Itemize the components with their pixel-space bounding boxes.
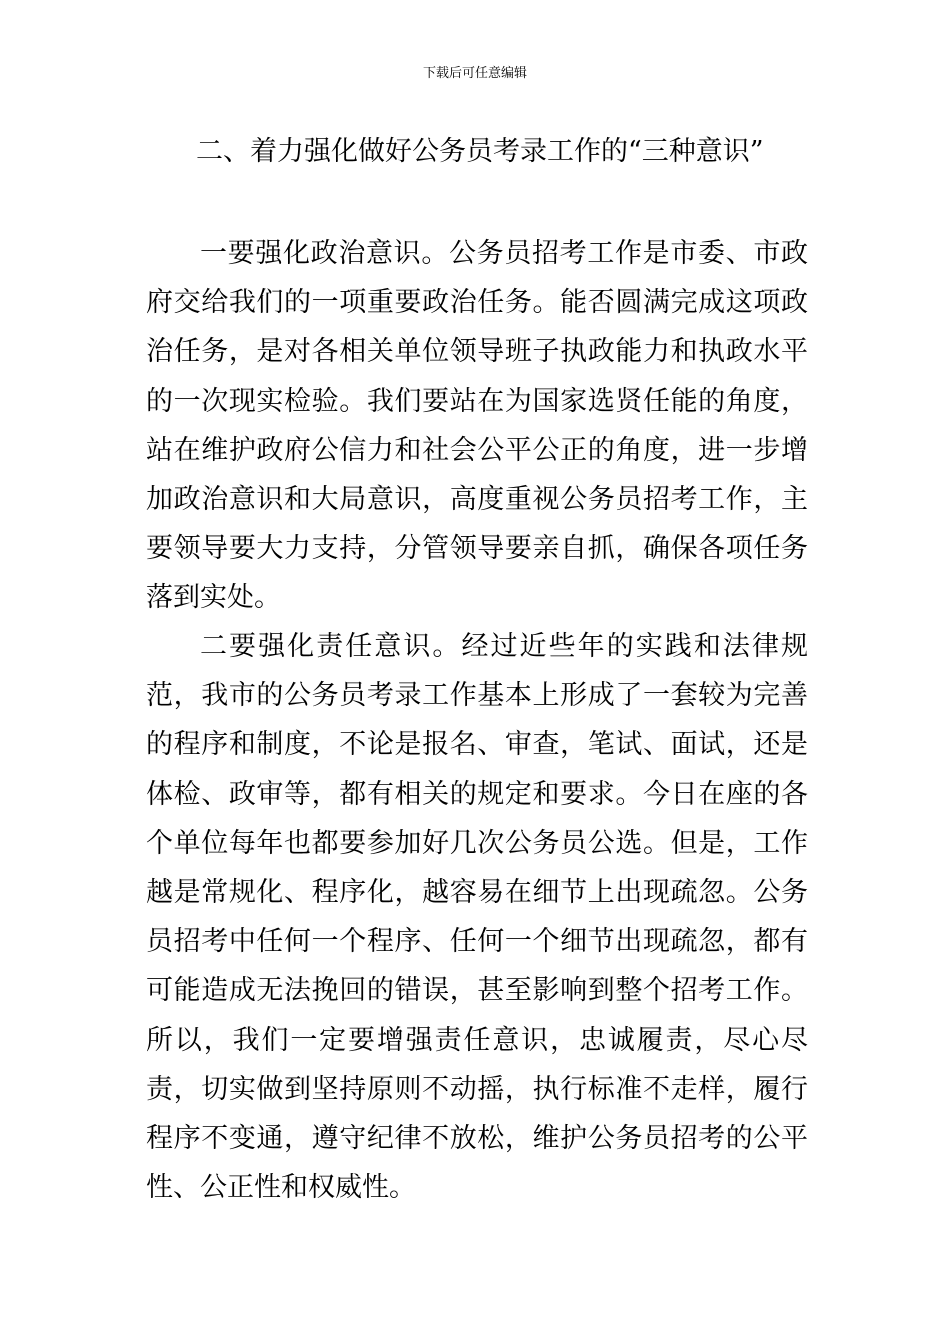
paragraph-responsibility-awareness: 二要强化责任意识。经过近些年的实践和法律规范，我市的公务员考录工作基本上形成了一套较为完善的程序和制度，不论是报名、审查，笔试、面试，还是体检、政审等，都有相关的规定和要求。今日在座的各个单位每年也都要参加好几次公务员公选。但是，工作越是常规化、程序化，越容易在细节上出现疏忽。公务员招考中任何一个程序、任何一个细节出现疏忽，都有可能造成无法挽回的错误，甚至影响到整个招考工作。所以，我们一定要增强责任意识，忠诚履责，尽心尽责，切实做到坚持原则不动摇，执行标准不走样，履行程序不变通，遵守纪律不放松，维护公务员招考的公平性、公正性和权威性。 (146, 631, 808, 1204)
header-note: 下载后可任意编辑 (422, 66, 527, 81)
paragraph-political-awareness: 一要强化政治意识。公务员招考工作是市委、市政府交给我们的一项重要政治任务。能否圆满完成这项政治任务，是对各相关单位领导班子执政能力和执政水平的一次现实检验。我们要站在为国家选贤任能的角度，站在维护政府公信力和社会公平公正的角度，进一步增加政治意识和大局意识，高度重视公务员招考工作，主要领导要大力支持，分管领导要亲自抓，确保各项任务落到实处。 (146, 238, 808, 614)
section-heading: 二、着力强化做好公务员考录工作的“三种意识” (196, 136, 764, 167)
